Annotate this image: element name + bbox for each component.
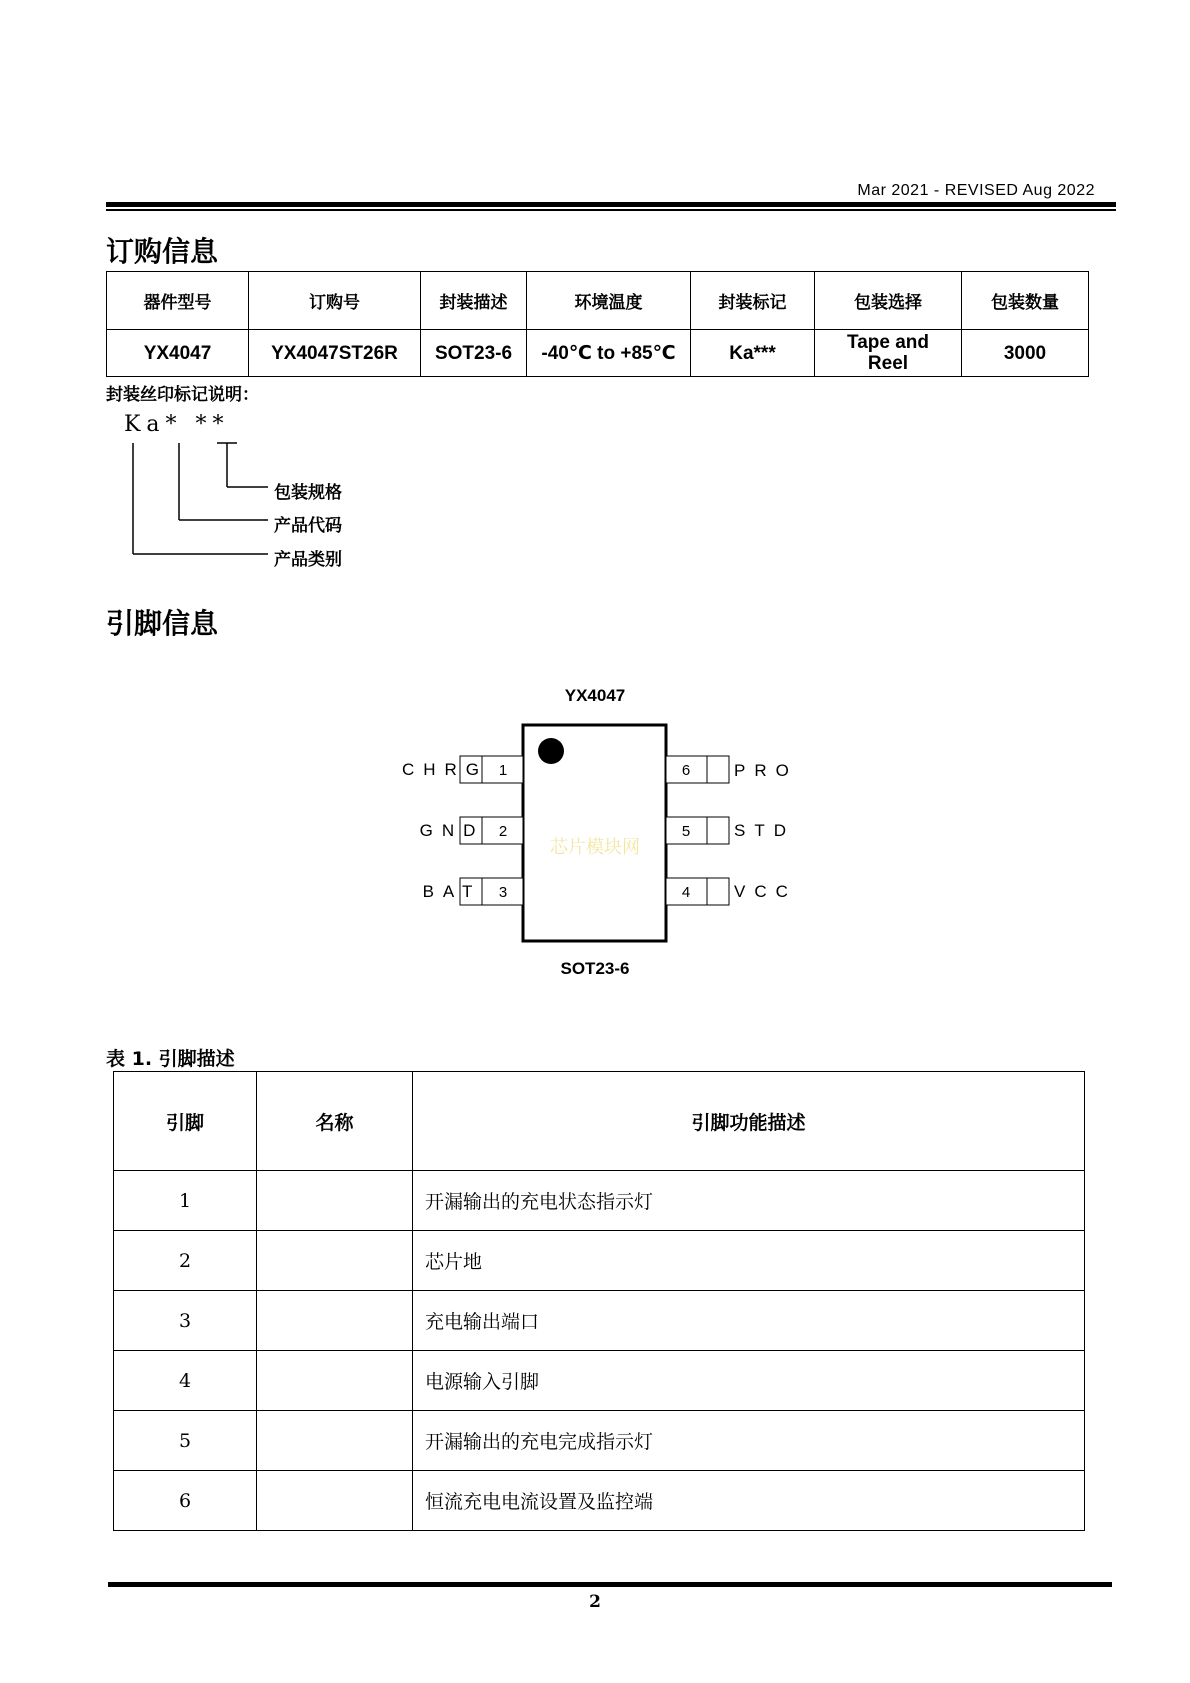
table-row	[114, 1411, 1085, 1471]
column-header: 封装标记	[691, 272, 815, 330]
revision-date: Mar 2021 - REVISED Aug 2022	[857, 182, 1095, 199]
pin-3	[423, 878, 523, 905]
pin-6	[666, 756, 798, 783]
pin-3-number: 3	[498, 884, 508, 901]
pin-3-name: BAT	[422, 882, 482, 901]
pin-description: 芯片地	[413, 1231, 1085, 1291]
column-header: 封装描述	[421, 272, 527, 330]
pin-name	[257, 1411, 413, 1471]
pin-number: 3	[114, 1291, 257, 1351]
pin-description: 开漏输出的充电状态指示灯	[413, 1171, 1085, 1231]
pin-2-number: 2	[498, 823, 508, 840]
column-header: 器件型号	[107, 272, 249, 330]
marking-code: Ka* **	[124, 412, 230, 437]
pin-name	[257, 1471, 413, 1531]
chip-name: YX4047	[564, 686, 626, 705]
column-header: 环境温度	[527, 272, 691, 330]
pin-2-name: GND	[419, 821, 485, 840]
pin-name	[257, 1351, 413, 1411]
pin1-indicator-dot	[538, 738, 564, 764]
table-row	[114, 1291, 1085, 1351]
column-header: 引脚功能描述	[413, 1072, 1085, 1171]
pin-6-number: 6	[681, 762, 691, 779]
column-header: 包装数量	[962, 272, 1089, 330]
marking-title: 封装丝印标记说明：	[106, 385, 259, 405]
pin-2	[420, 817, 523, 844]
packing-option: Tape and Reel	[815, 330, 962, 377]
pin-number: 2	[114, 1231, 257, 1291]
pin-description-table	[113, 1071, 1085, 1531]
package-desc: SOT23-6	[421, 330, 527, 377]
column-header: 名称	[257, 1072, 413, 1171]
order-number: YX4047ST26R	[249, 330, 421, 377]
pin-description: 恒流充电电流设置及监控端	[413, 1471, 1085, 1531]
pin-4	[666, 878, 797, 905]
pin-number: 4	[114, 1351, 257, 1411]
pin-1-name: CHRG	[401, 760, 489, 779]
legend-product-category: 产品类别	[274, 550, 342, 570]
device-model: YX4047	[107, 330, 249, 377]
pin-1	[402, 756, 523, 783]
pin-6-name: PRO	[734, 761, 798, 780]
pin-name	[257, 1231, 413, 1291]
pin-table-caption: 表 1. 引脚描述	[106, 1048, 235, 1070]
legend-product-code: 产品代码	[274, 516, 342, 536]
pin-1-number: 1	[498, 762, 508, 779]
table-row	[114, 1171, 1085, 1231]
pin-4-name: VCC	[734, 882, 797, 901]
pin-name	[257, 1171, 413, 1231]
pin-name	[257, 1291, 413, 1351]
pin-number: 1	[114, 1171, 257, 1231]
header-rule-thin	[106, 209, 1116, 211]
table-row	[114, 1471, 1085, 1531]
pin-5-number: 5	[681, 823, 691, 840]
pin-4-number: 4	[681, 884, 691, 901]
pin-number: 6	[114, 1471, 257, 1531]
pin-description: 充电输出端口	[413, 1291, 1085, 1351]
column-header: 订购号	[249, 272, 421, 330]
pin-description: 电源输入引脚	[413, 1351, 1085, 1411]
pin-table-header	[114, 1072, 1085, 1171]
pin-info-title: 引脚信息	[106, 607, 219, 640]
ordering-table	[106, 271, 1089, 377]
pinout-diagram	[380, 680, 830, 980]
pin-5-name: STD	[734, 821, 795, 840]
ordering-header-row	[107, 272, 1089, 330]
marking-legend-lines	[120, 440, 280, 560]
ambient-temp: -40℃ to +85℃	[527, 330, 691, 377]
packing-quantity: 3000	[962, 330, 1089, 377]
table-row	[114, 1351, 1085, 1411]
package-name: SOT23-6	[560, 959, 630, 978]
pin-description: 开漏输出的充电完成指示灯	[413, 1411, 1085, 1471]
table-row	[114, 1231, 1085, 1291]
footer-rule	[108, 1582, 1112, 1587]
ordering-row	[107, 330, 1089, 377]
watermark: 芯片模块网	[550, 837, 640, 857]
column-header: 引脚	[114, 1072, 257, 1171]
pin-number: 5	[114, 1411, 257, 1471]
legend-packing-spec: 包装规格	[274, 483, 342, 503]
column-header: 包装选择	[815, 272, 962, 330]
ordering-title: 订购信息	[106, 235, 219, 268]
header-rule	[106, 202, 1116, 207]
page-number: 2	[589, 1592, 601, 1612]
package-marking: Ka***	[691, 330, 815, 377]
pin-5	[666, 817, 795, 844]
